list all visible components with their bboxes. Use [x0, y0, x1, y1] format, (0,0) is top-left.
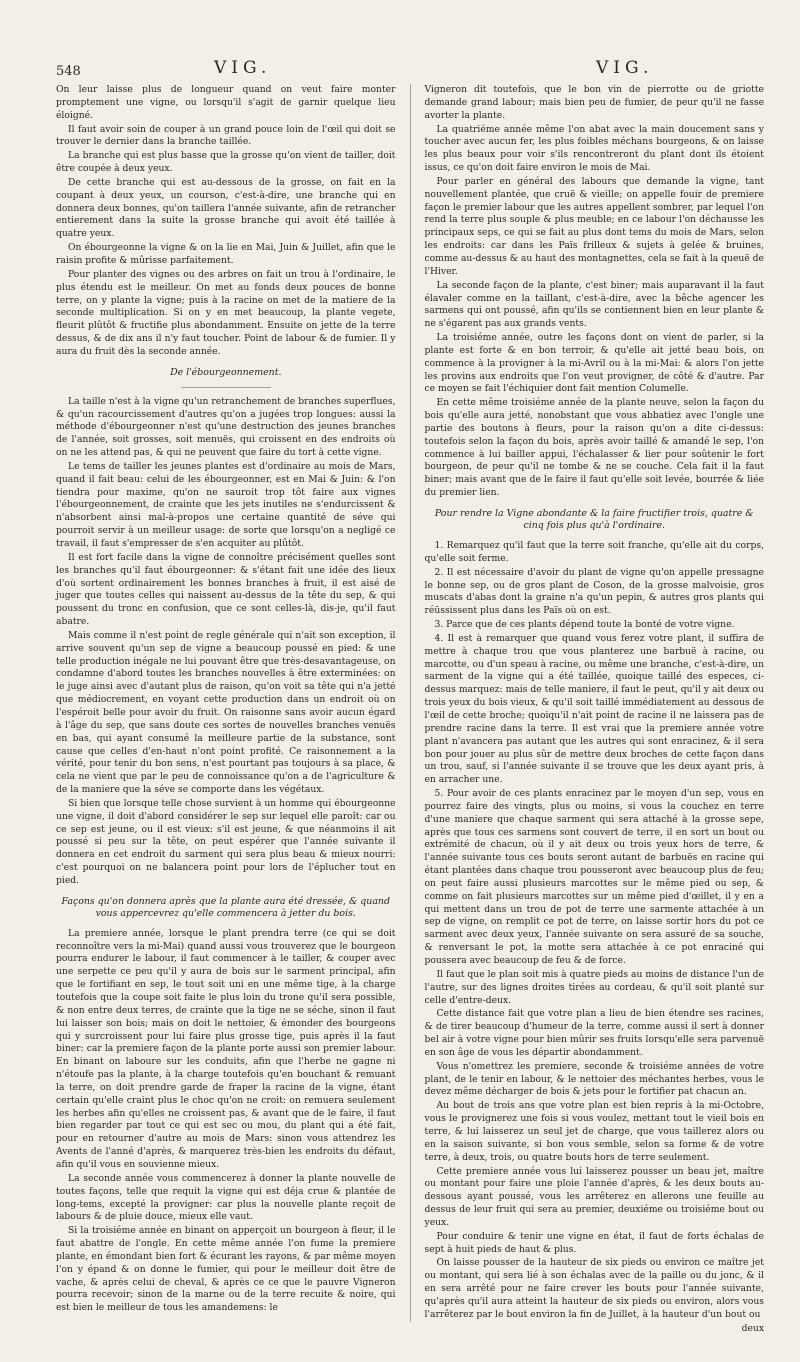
paragraph: La troisiéme année, outre les façons dont on vient de parler, si la plante est forte & en bon terroir, & qu'elle ait jetté beau bois, on commence à la provigner à la mi-Avril ou à la mi-Mai: & alors l'on jette les provins aux endroits que l'on veut provigner, de côté & d'autre. Par ce moyen se fait l'échiquier dont fait mention Columelle.: [424, 332, 764, 395]
section-heading: Pour rendre la Vigne abondante & la faire fructifier trois, quatre & cinq fois plus qu'à l'ordinaire.: [434, 508, 754, 531]
paragraph: Si bien que lorsque telle chose survient à un homme qui ébourgeonne une vigne, il doit d'abord considérer le sep sur lequel elle paroît: car ou ce sep est jeune, ou il est vieux: s'il est jeune, & que néanmoins il ait poussé si peu sur la tête, on peut espérer que l'année suivante il donnera en cet endroit du sarment qui sera plus beau & mieux nourri: c'est pourquoi on ne balancera point pour lors de l'éplucher tout en pied.: [56, 797, 396, 886]
catchword: deux: [741, 1322, 764, 1334]
numbered-item: 5. Pour avoir de ces plants enracinez par le moyen d'un sep, vous en pourrez faire des vingts, plus ou moins, si vous la couchez en terre d'une maniere que chaque sarment qui sera attaché à la grosse sepe, après que tous ces sarmens sont couvert de terre, il en sort un bout ou extrémité de chacun, où il y ait deux ou trois yeux hors de terre, & l'année suivante tous ces bouts seront autant de barbuës en racine qui étant plantées dans chaque trou pousseront avec beaucoup plus de feu; on peut faire aussi plusieurs marcottes sur le même pied ou sep, & comme on fait plusieurs marcottes sur un même pied d'œillet, il y en a qui mettent dans un trou de pot de terre une sarmente attachée à un sep de vigne, on remplit ce pot de terre, on laisse sortir hors du pot ce sarment avec deux yeux, l'année suivante on sera assuré de sa souche, & renversant le pot, la motte sera attachée à ce pot enraciné qui poussera avec beaucoup de feu & de force.: [424, 788, 764, 966]
paragraph: Au bout de trois ans que votre plan est bien repris à la mi-Octobre, vous le provignerez une fois si vous voulez, mettant tout le vieil bois en terre, & lui laisserez un seul jet de charge, que vous taillerez alors ou en la saison suivante, si bon vous semble, selon sa forme & de votre terre, à deux, trois, ou quatre bouts hors de terre seulement.: [424, 1100, 764, 1163]
left-column: [56, 84, 396, 1322]
paragraph: La seconde façon de la plante, c'est biner; mais auparavant il la faut élavaler comme en la taillant, c'est-à-dire, avec la bêche agencer les sarmens qui ont poussé, afin qu'ils se contiennent bien en leur plante & ne s'égarent pas aux grands vents.: [424, 279, 764, 330]
paragraph: De cette branche qui est au-dessous de la grosse, on fait en la coupant à deux yeux, un courson, c'est-à-dire, une branche qui en donnera deux bonnes, qu'on taillera l'année suivante, afin de retrancher entierement dans la suite la grosse branche qui avoit été taillée à quatre yeux.: [56, 176, 396, 240]
paragraph: On ébourgeonne la vigne & on la lie en Mai, Juin & Juillet, afin que le raisin profite & mûrisse parfaitement.: [56, 242, 396, 266]
column-divider: [410, 84, 411, 1322]
heading-rule: [181, 387, 271, 388]
page-number: 548: [56, 64, 81, 79]
paragraph: On leur laisse plus de longueur quand on veut faire monter promptement une vigne, ou lorsqu'il s'agit de garnir quelque lieu éloigné.: [56, 84, 396, 121]
section-heading: De l'ébourgeonnement.: [170, 366, 282, 378]
paragraph: La quatriéme année même l'on abat avec la main doucement sans y toucher avec aucun fer, les plus foibles méchans bourgeons, & on laisse les plus beaux pour voir s'ils rencontreront du plant dont ils étoient issus, ce qu'on doit faire environ le mois de Mai.: [424, 123, 764, 174]
right-column: [424, 84, 765, 1334]
running-head-left: VIG.: [214, 58, 272, 78]
paragraph: La premiere année, lorsque le plant prendra terre (ce qui se doit reconnoître vers la mi-Mai) quand aussi vous trouverez que le bourgeon pourra endurer le labour, il faut commencer à le tailler, & couper avec une serpette ce peu qu'il y aura de bois sur le sarment principal, afin que le fortifiant en sep, le tout soit uni en une même tige, à la charge toutefois que la coupe soit faite le plus loin du trone qu'il sera possible, & non entre deux terres, de crainte que la tige ne se séche, sinon il faut lui laisser son bois; mais on doit le nettoier, & émonder des bourgeons qui y surcroissent pour lui faire plus grosse tige, puis après il la faut biner: car la premiere façon de la plante porte aussi son premier labour. En binant on laboure sur les conduits, afin que l'herbe ne gagne ni n'étoufe pas la plante, à la charge toutefois qu'en bouchant & remuant la terre, on doit prendre garde de fraper la racine de la vigne, étant certain qu'elle craint plus le choc qu'on ne croit: on remuera seulement les herbes afin qu'elles ne croissent pas, & avant que de le faire, il faut bien regarder par tout ce qui est sec ou mou, du plant qui a été fait, pour en retourner d'autre au mois de Mars: sinon vous attendrez les Avents de l'anné d'après, & marquerez très-bien les endroits du défaut, afin qu'il vous en souvienne mieux.: [56, 927, 396, 1170]
paragraph: La seconde année vous commencerez à donner la plante nouvelle de toutes façons, telle que requit la vigne qui est déja crue & plantée de long-tems, excepté la provigner: car plus la nouvelle plante reçoit de labours & de pluie douce, mieux elle vaut.: [56, 1172, 396, 1223]
paragraph: La taille n'est à la vigne qu'un retranchement de branches superflues, & qu'un racourcissement d'autres qu'on a jugées trop longues: aussi la méthode d'ébourgeonner n'est qu'une destruction des jeunes branches de l'année, soit grosses, soit menuës, qui croissent en des endroits où on ne les attend pas, & qui ne peuvent que faire du tort à cette vigne.: [56, 395, 396, 459]
paragraph: Il faut que le plan soit mis à quatre pieds au moins de distance l'un de l'autre, sur des lignes droites tirées au cordeau, & qu'il soit planté sur celle d'entre-deux.: [424, 968, 764, 1006]
numbered-item: 2. Il est nécessaire d'avoir du plant de vigne qu'on appelle pressagne le bonne sep, ou de gros plant de Coson, de la grosse malvoisie, gros muscats d'abas dont la graine n'a qu'un pepin, & autres gros plants qui réüssissent plus dans les Païs où on est.: [424, 566, 764, 617]
paragraph: Pour parler en général des labours que demande la vigne, tant nouvellement plantée, que cruë & vieille; on appelle fouir de premiere façon le premier labour que les autres appellent sombrer, par lequel l'on rend la terre plus souple & plus meuble; en ce labour l'on déchausse les principaux seps, ce qui se fait au plus dont tems du mois de Mars, selon les endroits: car dans les Païs frilleux & sujets à gelée & bruines, comme au-dessus & au haut des montagnettes, cela se fait à la queuë de l'Hiver.: [424, 175, 764, 277]
paragraph: On laisse pousser de la hauteur de six pieds ou environ ce maître jet ou montant, qui sera lié à son échalas avec de la paille ou du jonc, & il en sera arrêté pour ne faire crever les bouts pour l'année suivante, qu'après qu'il aura atteint la hauteur de six pieds ou environ, alors vous l'arrêterez par le bout environ la fin de Juillet, à la hauteur d'un bout ou: [424, 1257, 764, 1320]
paragraph: Mais comme il n'est point de regle générale qui n'ait son exception, il arrive souvent qu'un sep de vigne a beaucoup poussé en pied: & une telle production inégale ne lui pouvant être que très-desavantageuse, on condamne d'abord toutes les branches nouvelles à être exterminées: on le juge ainsi avec d'autant plus de raison, qu'on voit sa tête qui n'a jetté que médiocrement, en voyant cette production dans un endroit où on l'espéroit belle pour avoir du fruit. On raisonne sans avoir aucun égard à l'âge du sep, que sans doute ces sortes de nouvelles branches venuës en bas, qui ayant consumé la meilleure partie de la substance, sont cause que celles d'en-haut n'ont point profité. Ce raisonnement a la vérité, pour tenir du bon sens, n'est pourtant pas toujours à sa place, & cela ne vient que par le peu de connoissance qu'on a de l'agriculture & de la maniere que la séve se comporte dans les végétaux.: [56, 629, 396, 796]
numbered-item: 1. Remarquez qu'il faut que la terre soit franche, qu'elle ait du corps, qu'elle soit ferme.: [424, 540, 764, 564]
text-columns: [56, 84, 764, 1334]
paragraph: Il faut avoir soin de couper à un grand pouce loin de l'œil qui doit se trouver le dernier dans la branche taillée.: [56, 123, 396, 148]
paragraph: Cette premiere année vous lui laisserez pousser un beau jet, maître ou montant pour faire une ploie l'année d'après, & les deux bouts au-dessous ayant poussé, vous les arrêterez en allerons une feuille au dessus de leur fruit qui sera au premier, deuxiéme ou troisiéme bout ou yeux.: [424, 1165, 764, 1228]
paragraph: Pour conduire & tenir une vigne en état, il faut de forts échalas de sept à huit pieds de haut & plus.: [424, 1230, 764, 1255]
section-heading: Façons qu'on donnera après que la plante aura été dressée, & quand vous appercevrez qu'elle commencera à jetter du bois.: [61, 895, 390, 919]
paragraph: En cette même troisiéme année de la plante neuve, selon la façon du bois qu'elle aura jetté, nonobstant que vous abbatiez avec l'ongle une partie des boutons à fleurs, pour la raison qu'on a dite ci-dessus: toutefois selon la façon du bois, après avoir taillé & amandé le sep, l'on commence à lui bailler appui, l'échalasser & lier pour soûtenir le fort bourgeon, de peur qu'il ne tombe & ne se couche. Cela fait il la faut biner; mais avant que de le faire il faut qu'elle soit levée, bourrée & liée du premier lien.: [424, 397, 764, 499]
paragraph: Vous n'omettrez les premiere, seconde & troisiéme années de votre plant, de le tenir en labour, & le nettoier des méchantes herbes, vous le devez même décharger de bois & jets pour le fortifier pat chacun an.: [424, 1060, 764, 1098]
paragraph: Pour planter des vignes ou des arbres on fait un trou à l'ordinaire, le plus étendu est le meilleur. On met au fonds deux pouces de bonne terre, on y plante la vigne; puis à la racine on met de la matiere de la seconde multiplication. Si on y en met beaucoup, la plante vegete, fleurit plûtôt & fructifie plus abondamment. Ensuite on jette de la terre dessus, & de dix ans il n'y faut toucher. Point de labour & de fumier. Il y aura du fruit dès la seconde année.: [56, 268, 396, 357]
running-head-right: VIG.: [596, 58, 654, 78]
paragraph: Cette distance fait que votre plan a lieu de bien étendre ses racines, & de tirer beaucoup d'humeur de la terre, comme aussi il sert à donner bel air à votre vigne pour bien mûrir ses fruits lorsqu'elle sera parvenuë en son âge de vous les départir abondamment.: [424, 1008, 764, 1058]
paragraph: Si la troisiéme année en binant on apperçoit un bourgeon à fleur, il le faut abattre de l'ongle. En cette même année l'on fume la premiere plante, en émondant bien fort & écurant les rayons, & par même moyen l'on y épand & on donne le fumier, qui pour le meilleur doit être de vache, & après celui de cheval, & après ce ce que le pauvre Vigneron pourra recevoir; sinon de la marne ou de la terre recuite & noire, qui est bien le meilleur de tous les amandemens: le: [56, 1225, 396, 1314]
numbered-item: 4. Il est à remarquer que quand vous ferez votre plant, il suffira de mettre à chaque trou que vous planterez une barbuë à racine, ou marcotte, ou d'un speau à racine, ou même une branche, c'est-à-dire, un sarment de la vigne qui a été taillée, quoique taillé des especes, ci-dessus marquez: mais de telle maniere, il faut le peut, qu'il y ait deux ou trois yeux du bois vieux, & qu'il soit taillé immédiatement au dessous de l'œil de cette broche; quoiqu'il n'ait point de racine il ne laissera pas de prendre racine dans la terre. Il est vrai que la premiere année votre plant n'avancera pas autant que les autres qui sont enracinez, & il sera bon pour jouer au plus sûr de mettre deux broches de cette façon dans un trou, sauf, si l'année suivante il se trouve que les deux ayant pris, à en arracher une.: [424, 632, 764, 786]
paragraph: Le tems de tailler les jeunes plantes est d'ordinaire au mois de Mars, quand il fait beau: celui de les ébourgeonner, est en Mai & Juin: & l'on tiendra pour maxime, qu'on ne sauroit trop tôt faire aux vignes l'ébourgeonnement, de crainte que les jets inutiles ne s'endurcissent & n'absorbent ainsi mal-à-propos une certaine quantité de séve qui pourroit servir à un meilleur usage: de sorte que lorsqu'on a negligé ce travail, il faut s'empresser de s'en acquiter au plûtôt.: [56, 460, 396, 549]
paragraph: Il est fort facile dans la vigne de connoître précisément quelles sont les branches qu'il faut ébourgeonner: & s'étant fait une idée des lieux d'où sortent ordinairement les bonnes branches à fruit, il est aisé de juger que toutes celles qui naissent au-dessus de la tête du sep, & qui poussent du tronc en confusion, que ce sont celles-là, dis-je, qu'il faut abatre.: [56, 551, 396, 628]
paragraph: Vigneron dit toutefois, que le bon vin de pierrotte ou de griotte demande grand labour; mais bien peu de fumier, de peur qu'il ne fasse avorter la plante.: [424, 84, 764, 121]
paragraph: La branche qui est plus basse que la grosse qu'on vient de tailler, doit être coupée à deux yeux.: [56, 150, 396, 175]
page-header: [56, 58, 764, 82]
numbered-item: 3. Parce que de ces plants dépend toute la bonté de votre vigne.: [434, 619, 735, 631]
